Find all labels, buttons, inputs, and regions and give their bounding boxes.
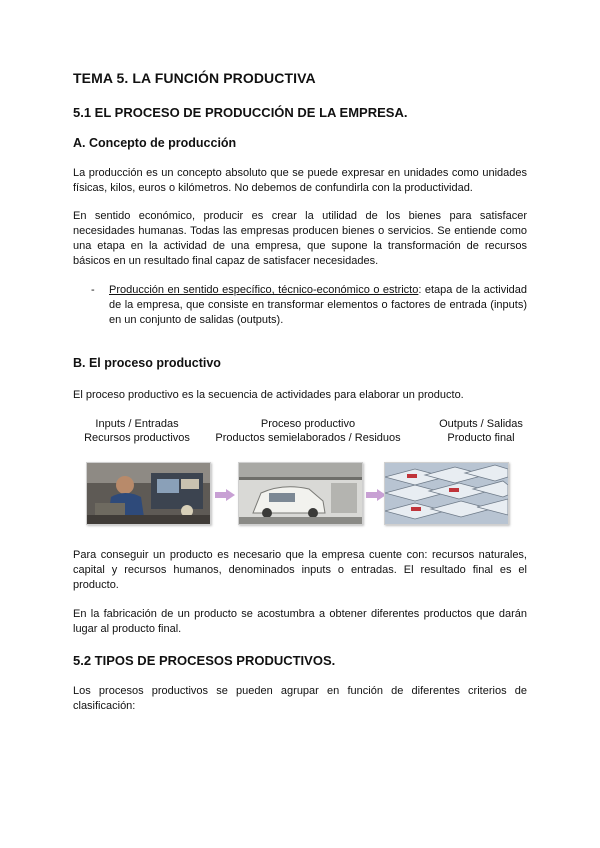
column-outputs [425,417,537,445]
bullet-marker: - [91,284,95,296]
paragraph-inputs-needed: Para conseguir un producto es necesario que la empresa cuente con: recursos naturales, capital y recursos humanos, denominados inputs o entradas. El resultado final es el producto. [73,549,527,591]
page-title: TEMA 5. LA FUNCIÓN PRODUCTIVA [73,70,316,86]
subsection-b-heading: B. El proceso productivo [73,356,221,370]
paragraph-process-definition: El proceso productivo es la secuencia de actividades para elaborar un producto. [73,389,464,401]
bullet-term: Producción en sentido específico, técnico-económico o estricto [109,284,419,296]
paragraph-production-concept: La producción es un concepto absoluto que se puede expresar en unidades como unidades físicas, kilos, euros o kilómetros. No debemos de confundirla con la productividad. [73,167,527,194]
column-process-line-1: Proceso productivo [260,418,356,430]
inputs-photo [86,462,211,525]
column-outputs-line-1: Outputs / Salidas [439,418,523,430]
column-inputs [73,417,201,445]
section-1-heading: 5.1 EL PROCESO DE PRODUCCIÓN DE LA EMPRESA. [73,105,408,120]
bullet-item-strict-sense [109,283,527,328]
arrow-to-process [215,488,235,506]
arrow-to-outputs [366,488,386,506]
subsection-a-heading: A. Concepto de producción [73,136,237,150]
column-inputs-line-1: Inputs / Entradas [95,418,179,430]
paragraph-economic-sense: En sentido económico, producir es crear la utilidad de los bienes para satisfacer necesidades humanas. Todas las empresas producen bienes o servicios. Se entiende como una etapa en la actividad de una empresa, que supone la transformación de recursos básicos en un resultado final capaz de satisfacer necesidades. [73,210,527,267]
column-inputs-line-2: Recursos productivos [84,432,190,444]
column-outputs-line-2: Producto final [447,432,515,444]
process-photo [238,462,363,525]
paragraph-process-types: Los procesos productivos se pueden agrupar en función de diferentes criterios de clasificación: [73,685,527,712]
column-process-line-2: Productos semielaborados / Residuos [215,432,401,444]
section-2-heading: 5.2 TIPOS DE PROCESOS PRODUCTIVOS. [73,653,336,668]
column-process [210,417,406,445]
paragraph-intermediate-products: En la fabricación de un producto se acostumbra a obtener diferentes productos que darán lugar al producto final. [73,608,527,635]
bullet-definition: : etapa de la actividad de la empresa, que consiste en transformar elementos o factores de entrada (inputs) en un conjunto de salidas (outputs). [109,284,527,326]
outputs-photo [384,462,509,525]
